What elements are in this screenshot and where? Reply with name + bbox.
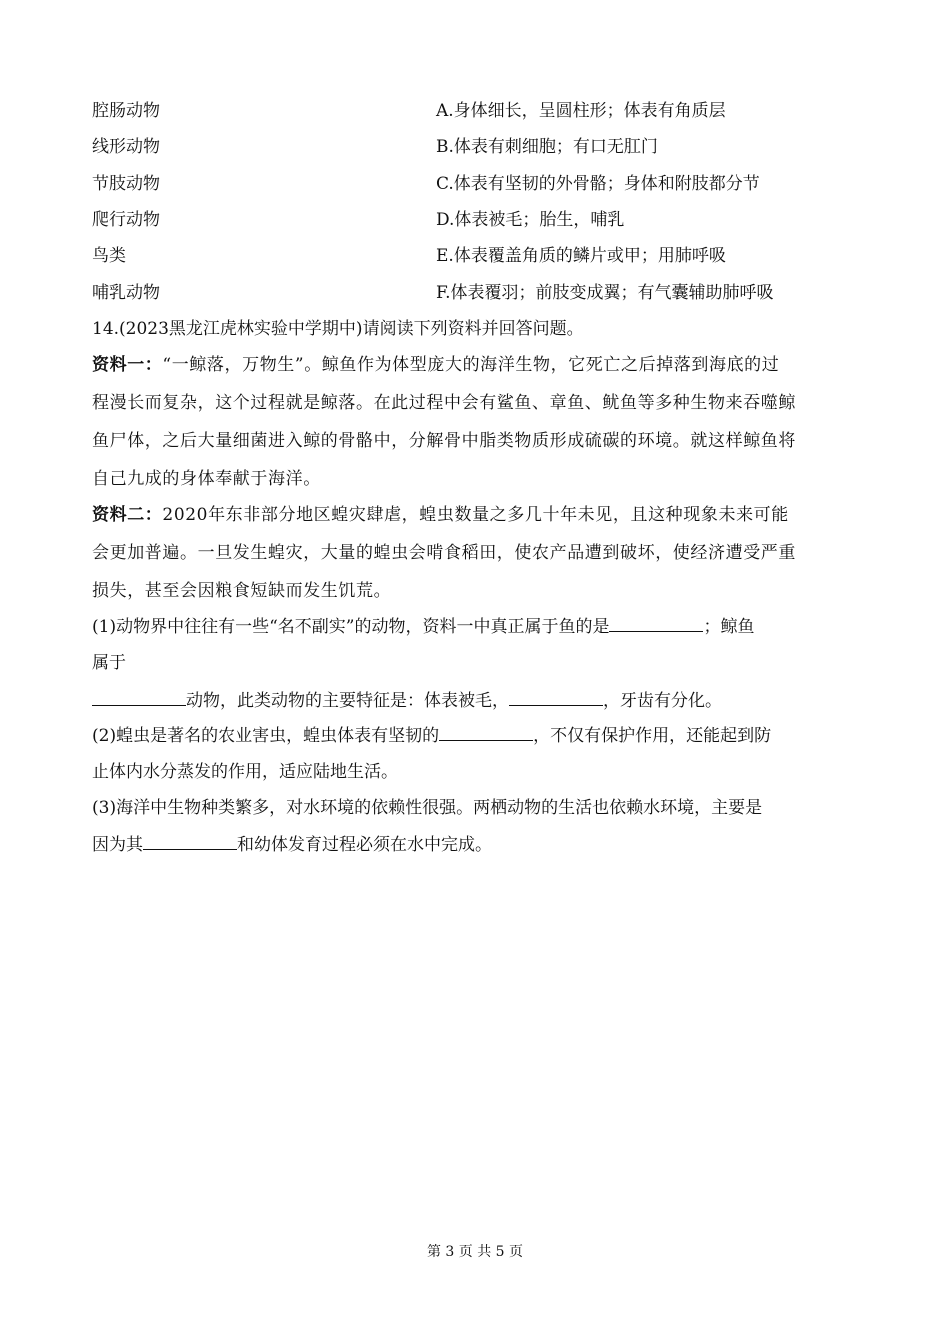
- sub-question-3-text-c: 和幼体发育过程必须在水中完成。: [237, 835, 492, 855]
- material-2-line-3: 损失，甚至会因粮食短缺而发生饥荒。: [92, 581, 392, 601]
- answer-blank-animal-class[interactable]: [92, 687, 186, 706]
- match-right-6: F.体表覆羽；前肢变成翼；有气囊辅助肺呼吸: [436, 283, 774, 303]
- sub-question-1-line-2: 属于: [92, 653, 126, 673]
- match-right-3: C.体表有坚韧的外骨骼；身体和附肢都分节: [436, 174, 760, 194]
- match-right-5: E.体表覆盖角质的鳞片或甲；用肺呼吸: [436, 246, 726, 266]
- sub-question-3-line-2: [92, 830, 492, 855]
- sub-question-2-line-1: [92, 721, 771, 746]
- match-row-1: [92, 96, 872, 120]
- material-1-line-4: 自己九成的身体奉献于海洋。: [92, 469, 321, 489]
- material-1-text-1: “一鲸落，万物生”。鲸鱼作为体型庞大的海洋生物，它死亡之后掉落到海底的过: [162, 355, 780, 375]
- material-1-label: 资料一：: [92, 355, 163, 375]
- match-row-6: [92, 278, 872, 302]
- sub-question-1-line-3: [92, 686, 722, 711]
- material-1-line-1: [92, 350, 779, 375]
- answer-blank-feature[interactable]: [509, 687, 603, 706]
- material-2-text-1: 2020年东非部分地区蝗灾肆虐，蝗虫数量之多几十年未见，且这种现象未来可能: [162, 505, 789, 525]
- material-2-line-1: [92, 500, 789, 525]
- match-left-3: 节肢动物: [92, 174, 160, 194]
- sub-question-3-line-1: (3)海洋中生物种类繁多，对水环境的依赖性很强。两栖动物的生活也依赖水环境，主要是: [92, 798, 763, 818]
- match-row-4: [92, 205, 872, 229]
- answer-blank-exoskeleton[interactable]: [439, 722, 533, 741]
- match-right-4: D.体表被毛；胎生，哺乳: [436, 210, 625, 230]
- material-2-label: 资料二：: [92, 505, 163, 525]
- sub-question-2-text-a: (2)蝗虫是著名的农业害虫，蝗虫体表有坚韧的: [92, 726, 440, 746]
- match-row-5: [92, 241, 872, 265]
- sub-question-1-text-a: (1)动物界中往往有一些“名不副实”的动物，资料一中真正属于鱼的是: [92, 617, 610, 637]
- sub-question-3-text-b: 因为其: [92, 835, 143, 855]
- match-row-2: [92, 132, 872, 156]
- sub-question-1-text-d: 动物，此类动物的主要特征是：体表被毛，: [186, 691, 509, 711]
- sub-question-1-line-1: [92, 612, 754, 637]
- material-1-line-3: 鱼尸体，之后大量细菌进入鲸的骨骼中，分解骨中脂类物质形成硫碳的环境。就这样鲸鱼将: [92, 431, 796, 451]
- match-right-2: B.体表有刺细胞；有口无肛门: [436, 137, 658, 157]
- sub-question-2-line-2: 止体内水分蒸发的作用，适应陆地生活。: [92, 762, 398, 782]
- match-left-4: 爬行动物: [92, 210, 160, 230]
- match-left-2: 线形动物: [92, 137, 160, 157]
- match-left-6: 哺乳动物: [92, 283, 160, 303]
- material-2-line-2: 会更加普遍。一旦发生蝗灾，大量的蝗虫会啃食稻田，使农产品遭到破坏，使经济遭受严重: [92, 543, 796, 563]
- sub-question-1-text-b: ；鲸鱼: [703, 617, 755, 637]
- sub-question-2-text-b: ，不仅有保护作用，还能起到防: [533, 726, 772, 746]
- match-row-3: [92, 169, 872, 193]
- match-right-1: A.身体细长，呈圆柱形；体表有角质层: [436, 101, 726, 121]
- question-title: 14.(2023黑龙江虎林实验中学期中)请阅读下列资料并回答问题。: [92, 319, 584, 339]
- answer-blank-fish[interactable]: [609, 613, 703, 632]
- page-footer: 第 3 页 共 5 页: [426, 1244, 524, 1260]
- sub-question-1-text-e: ，牙齿有分化。: [603, 691, 722, 711]
- material-1-line-2: 程漫长而复杂，这个过程就是鲸落。在此过程中会有鲨鱼、章鱼、鱿鱼等多种生物来吞噬鲸: [92, 393, 796, 413]
- answer-blank-reproduction[interactable]: [143, 831, 237, 850]
- match-left-5: 鸟类: [92, 246, 126, 266]
- match-left-1: 腔肠动物: [92, 101, 160, 121]
